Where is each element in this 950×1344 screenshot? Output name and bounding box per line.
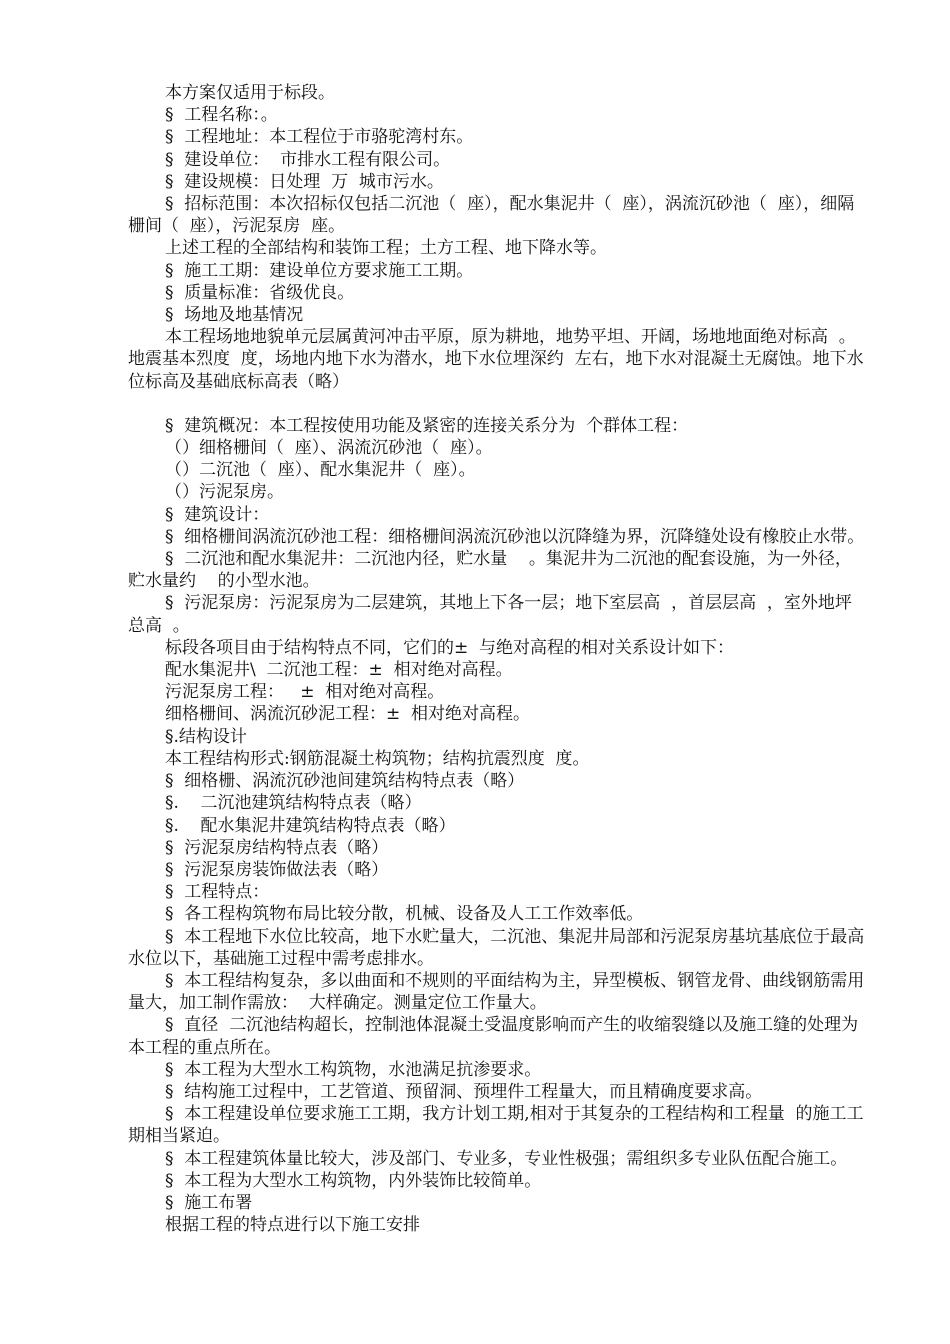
- paragraph: 污泥泵房工程： ± 相对绝对高程。: [165, 682, 445, 703]
- paragraph: § 各工程构筑物布局比较分散，机械、设备及人工工作效率低。: [165, 904, 644, 925]
- paragraph: §.结构设计: [165, 726, 247, 747]
- paragraph: § 污泥泵房结构特点表（略）: [165, 837, 389, 858]
- paragraph: §. 配水集泥井建筑结构特点表（略）: [165, 815, 456, 836]
- paragraph: § 污泥泵房：污泥泵房为二层建筑，其地上下各一层；地下室层高 ，首层层高 ，室外地坪 总高 。: [128, 593, 874, 636]
- paragraph: § 直径 二沉池结构超长，控制池体混凝土受温度影响而产生的收缩裂缝以及施工缝的处理为本工程的重点所在。: [128, 1015, 859, 1058]
- paragraph: § 建设规模：日处理 万 城市污水。: [165, 171, 444, 192]
- paragraph: § 工程名称：。: [165, 105, 278, 126]
- paragraph: 上述工程的全部结构和装饰工程；土方工程、地下降水等。: [165, 238, 607, 259]
- paragraph: § 施工工期：建设单位方要求施工工期。: [165, 260, 474, 281]
- paragraph: §. 二沉池建筑结构特点表（略）: [165, 793, 422, 814]
- paragraph: § 本工程结构复杂，多以曲面和不规则的平面结构为主，异型模板、钢管龙骨、曲线钢筋需用量大，加工制作需放： 大样确定。测量定位工作量大。: [128, 970, 865, 1014]
- document-page: [128, 82, 874, 1236]
- paragraph: § 污泥泵房装饰做法表（略）: [165, 859, 389, 880]
- blank-line: [128, 393, 868, 415]
- paragraph: § 质量标准：省级优良。: [165, 282, 355, 303]
- paragraph: 标段各项目由于结构特点不同，它们的± 与绝对高程的相对关系设计如下：: [165, 637, 735, 658]
- paragraph: 本方案仅适用于标段。: [165, 83, 335, 103]
- paragraph: § 建筑设计：: [165, 504, 270, 525]
- paragraph: § 建筑概况：本工程按使用功能及紧密的连接关系分为 个群体工程：: [165, 415, 689, 436]
- paragraph: 根据工程的特点进行以下施工安排: [165, 1215, 420, 1236]
- paragraph: § 工程特点：: [165, 882, 270, 903]
- paragraph: § 本工程为大型水工构筑物，水池满足抗渗要求。: [165, 1059, 542, 1080]
- paragraph: § 本工程建筑体量比较大，涉及部门、专业多，专业性极强；需组织多专业队伍配合施工。: [165, 1148, 848, 1169]
- paragraph: （）细格栅间（ 座）、涡流沉砂池（ 座）。: [165, 438, 493, 459]
- paragraph: 本工程场地地貌单元层属黄河冲击平原，原为耕地，地势平坦、开阔，场地地面绝对标高 。地震基本烈度 度，场地内地下水为潜水，地下水位埋深约 左右，地下水对混凝土无腐蚀。地下水位标高及基础底标高表（略）: [128, 327, 864, 392]
- paragraph: § 细格栅、涡流沉砂池间建筑结构特点表（略）: [165, 771, 525, 792]
- paragraph: § 建设单位： 市排水工程有限公司。: [165, 149, 451, 170]
- paragraph: § 本工程为大型水工构筑物，内外装饰比较简单。: [165, 1170, 542, 1191]
- paragraph: § 本工程建设单位要求施工工期，我方计划工期,相对于其复杂的工程结构和工程量 的施工工期相当紧迫。: [128, 1104, 864, 1147]
- paragraph: § 施工布署: [165, 1192, 253, 1213]
- paragraph: （）二沉池（ 座）、配水集泥井（ 座）。: [165, 460, 476, 481]
- paragraph: （）污泥泵房。: [165, 482, 284, 503]
- paragraph: § 细格栅间涡流沉砂池工程：细格栅间涡流沉砂池以沉降缝为界，沉降缝处设有橡胶止水带。: [165, 526, 865, 547]
- paragraph: 配水集泥井\ 二沉池工程：± 相对绝对高程。: [165, 660, 513, 681]
- paragraph: § 本工程地下水位比较高，地下水贮量大，二沉池、集泥井局部和污泥泵房基坑基底位于最高水位以下，基础施工过程中需考虑排水。: [128, 926, 865, 969]
- paragraph: § 招标范围：本次招标仅包括二沉池（ 座），配水集泥井（ 座），涡流沉砂池（ 座），细隔栅间（ 座），污泥泵房 座。: [128, 194, 855, 237]
- paragraph: 细格栅间、涡流沉砂泥工程：± 相对绝对高程。: [165, 704, 531, 725]
- paragraph: § 场地及地基情况: [165, 305, 304, 326]
- paragraph: § 工程地址：本工程位于市骆驼湾村东。: [165, 127, 474, 148]
- paragraph: § 结构施工过程中，工艺管道、预留洞、预埋件工程量大，而且精确度要求高。: [165, 1081, 763, 1102]
- paragraph: 本工程结构形式:钢筋混凝土构筑物；结构抗震烈度 度。: [165, 748, 590, 769]
- paragraph: § 二沉池和配水集泥井：二沉池内径，贮水量 。集泥井为二沉池的配套设施，为一外径，贮水量约 的小型水池。: [128, 549, 852, 592]
